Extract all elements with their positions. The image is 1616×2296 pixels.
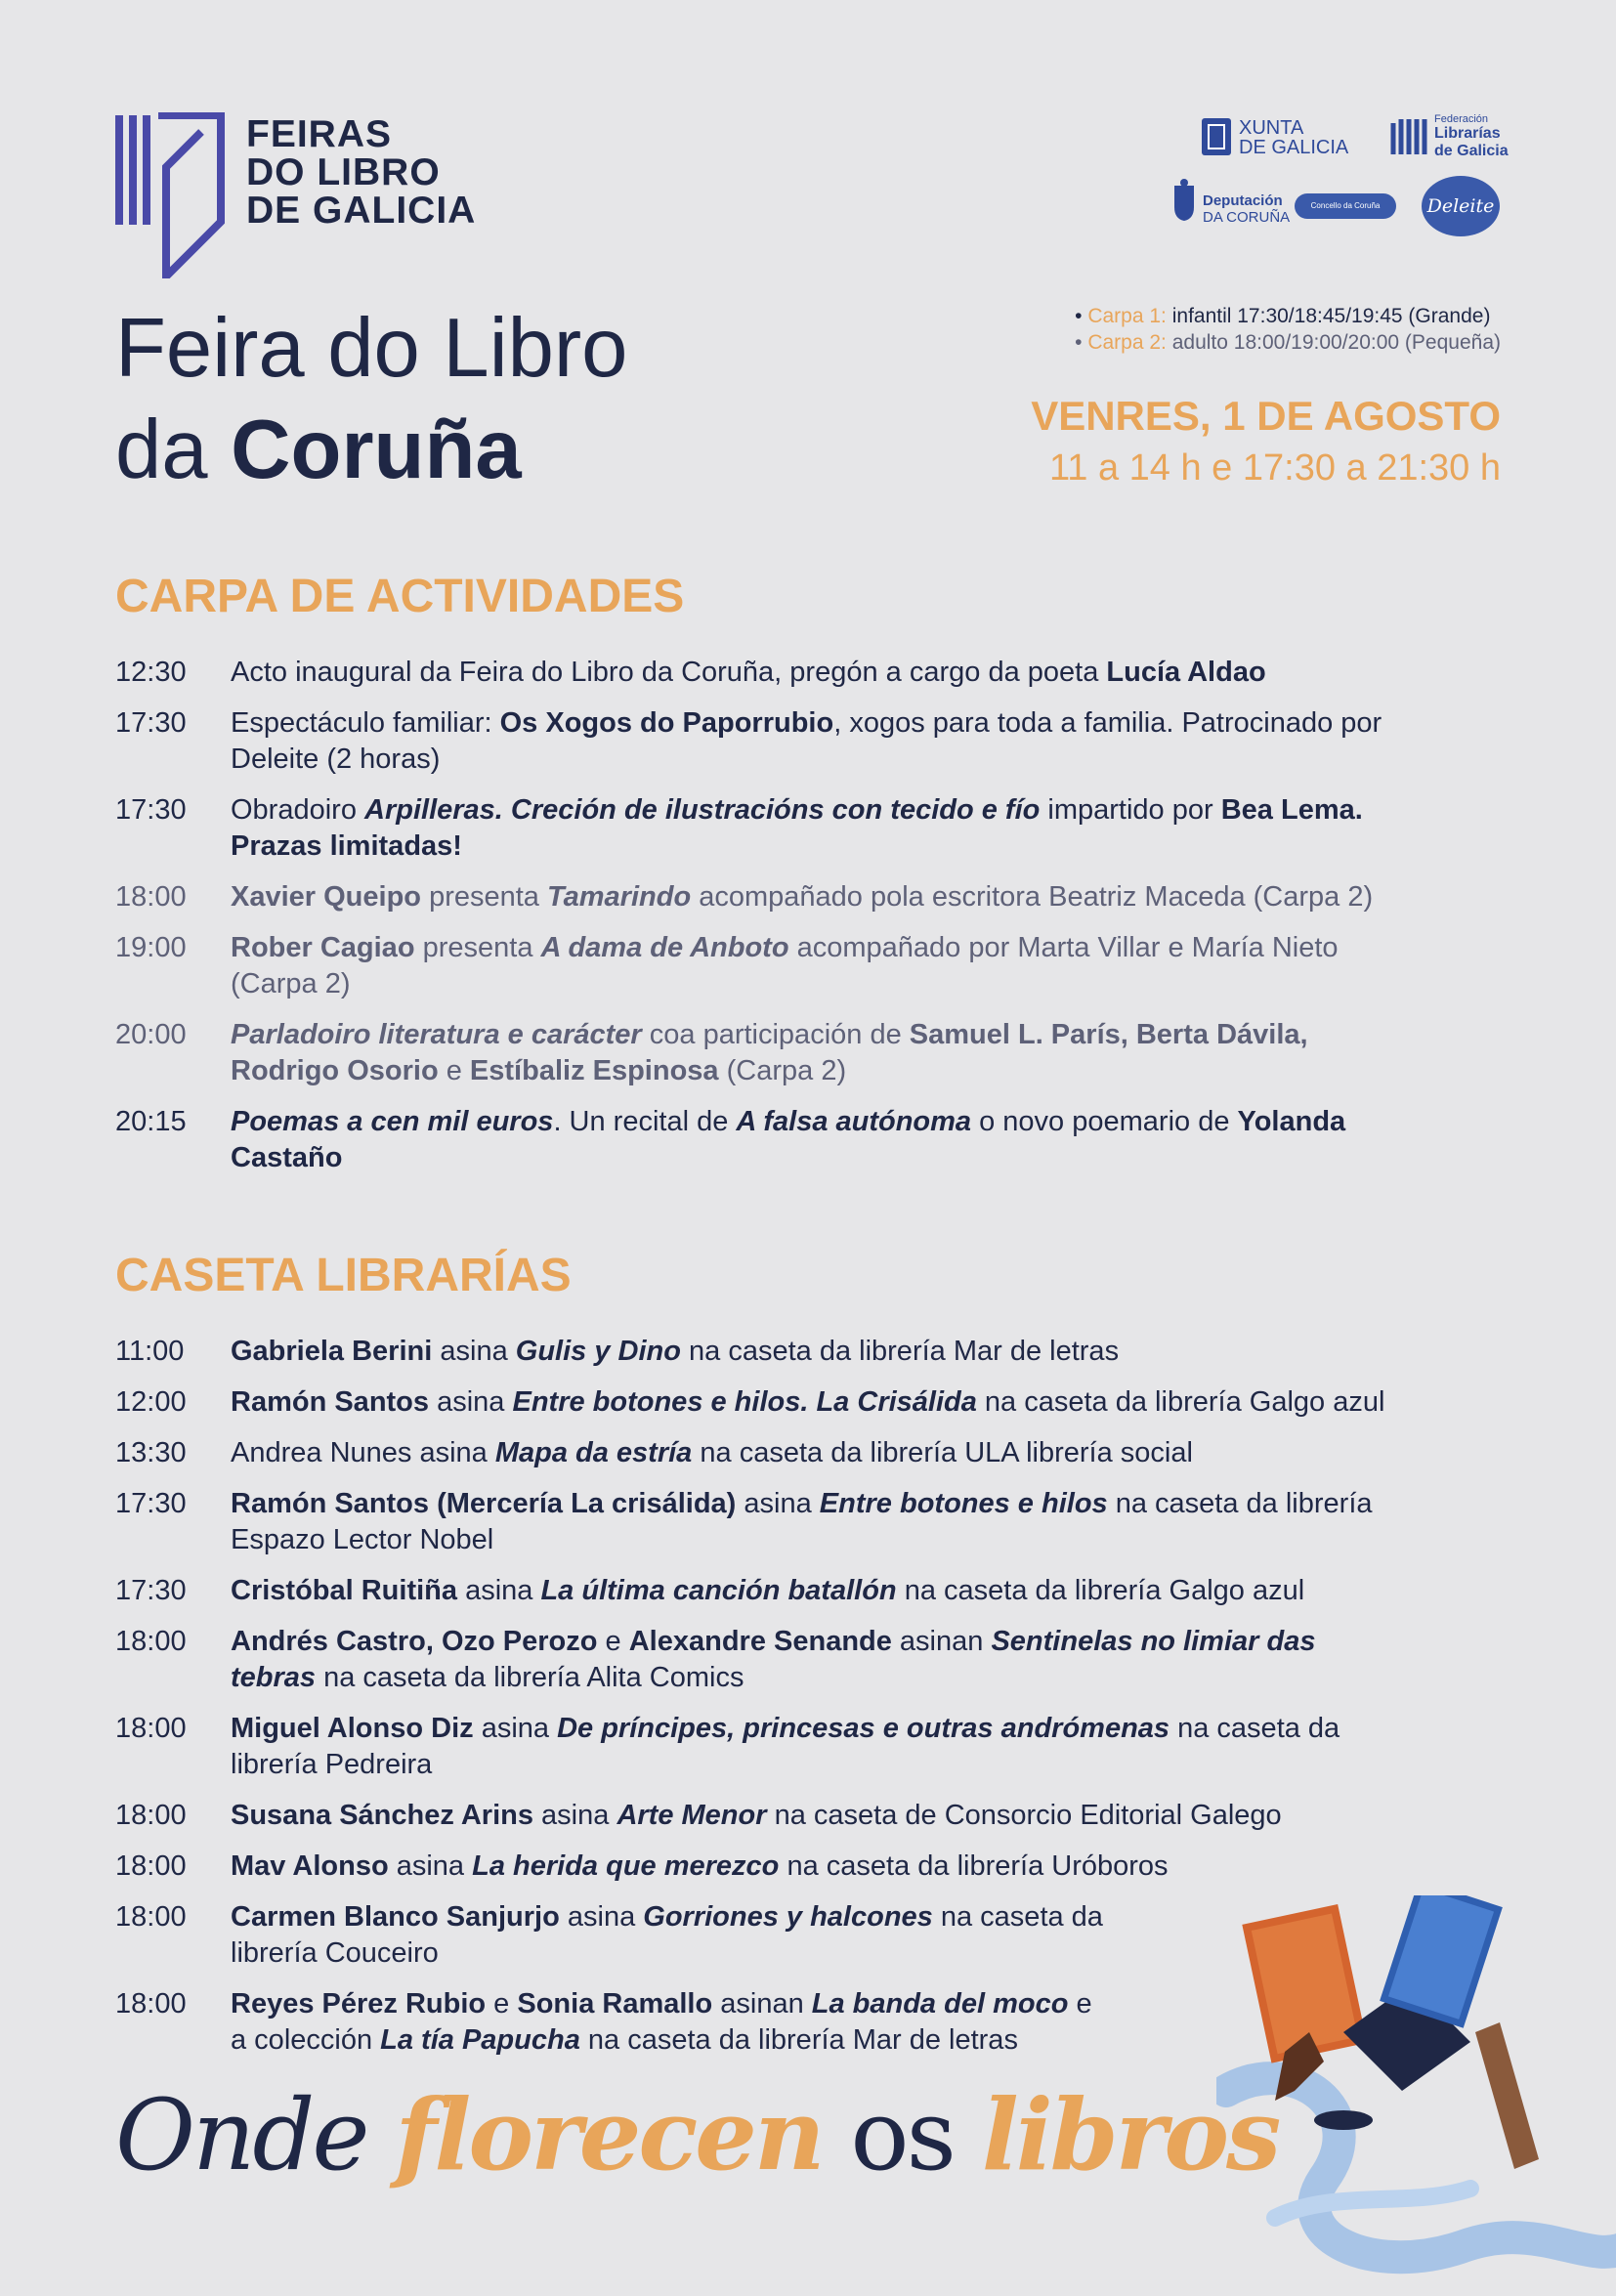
list-item: 11:00 Gabriela Berini asina Gulis y Dino na caseta da librería Mar de letras xyxy=(115,1336,1120,1367)
xunta-logo: XUNTA DE GALICIA xyxy=(1239,117,1349,158)
logo-line-1: FEIRAS xyxy=(246,113,393,155)
list-item: 17:30 Cristóbal Ruitiña asina La última canción batallón na caseta da librería Galgo azul xyxy=(115,1575,1305,1606)
logo-wordmark xyxy=(246,115,476,230)
page-title: Feira do Libro da Coruña xyxy=(115,302,628,496)
carpa-2: • Carpa 2: adulto 18:00/19:00/20:00 (Pequeña) xyxy=(1075,331,1501,354)
carpa-1: • Carpa 1: infantil 17:30/18:45/19:45 (Grande) xyxy=(1075,305,1491,327)
list-item: 18:00 Carmen Blanco Sanjurjo asina Gorriones y halcones na caseta da librería Couceiro xyxy=(115,1901,1103,1969)
deputacion-crest-icon xyxy=(1170,178,1198,223)
deleite-badge-icon: Deleite xyxy=(1422,176,1500,236)
list-item: 17:30 Espectáculo familiar: Os Xogos do Paporrubio, xogos para toda a familia. Patrocinado por Deleite (2 horas) xyxy=(115,707,1382,775)
list-item: 13:30 Andrea Nunes asina Mapa da estría na caseta da librería ULA librería social xyxy=(115,1437,1193,1468)
deputacion-logo: Deputación DA CORUÑA xyxy=(1203,192,1291,226)
list-item: 19:00 Rober Cagiao presenta A dama de Anboto acompañado por Marta Villar e María Nieto (Carpa 2) xyxy=(115,932,1339,999)
section-title-carpa: CARPA DE ACTIVIDADES xyxy=(115,571,685,622)
carpa-list xyxy=(115,655,1385,1191)
carpas-legend xyxy=(1075,303,1501,356)
list-item: 18:00 Mav Alonso asina La herida que merezco na caseta da librería Uróboros xyxy=(115,1850,1169,1882)
list-item: 18:00 Susana Sánchez Arins asina Arte Menor na caseta de Consorcio Editorial Galego xyxy=(115,1800,1282,1831)
books-hands-illustration xyxy=(1216,1895,1616,2296)
event-day: VENRES, 1 DE AGOSTO xyxy=(1031,393,1501,439)
list-item: 12:00 Ramón Santos asina Entre botones e hilos. La Crisálida na caseta da librería Galgo azul xyxy=(115,1386,1385,1418)
xunta-shield-icon xyxy=(1201,117,1232,156)
list-item: 18:00 Miguel Alonso Diz asina De príncipes, princesas e outras andrómenas na caseta da librería Pedreira xyxy=(115,1713,1340,1780)
list-item: 17:30 Obradoiro Arpilleras. Creción de ilustracións con tecido e fío impartido por Bea Lema. Prazas limitadas! xyxy=(115,794,1363,862)
list-item: 17:30 Ramón Santos (Mercería La crisálida) asina Entre botones e hilos na caseta da librería Espazo Lector Nobel xyxy=(115,1488,1373,1555)
list-item: 18:00 Reyes Pérez Rubio e Sonia Ramallo asinan La banda del moco e a colección La tía Papucha na caseta da librería Mar de letras xyxy=(115,1988,1092,2056)
slogan: Onde florecen os libros xyxy=(115,2077,1279,2192)
list-item: 12:30 Acto inaugural da Feira do Libro da Coruña, pregón a cargo da poeta Lucía Aldao xyxy=(115,657,1266,688)
logo-line-2: DO LIBRO xyxy=(246,151,441,193)
event-date xyxy=(1031,389,1501,492)
federacion-logo: Federación Librarías de Galicia xyxy=(1434,113,1509,159)
list-item: 20:15 Poemas a cen mil euros. Un recital de A falsa autónoma o novo poemario de Yolanda Castaño xyxy=(115,1106,1346,1173)
event-hours: 11 a 14 h e 17:30 a 21:30 h xyxy=(1048,447,1501,489)
caseta-list xyxy=(115,1334,1385,2073)
concello-logo: Concello da Coruña xyxy=(1295,193,1396,219)
list-item: 18:00 Andrés Castro, Ozo Perozo e Alexandre Senande asinan Sentinelas no limiar das tebras na caseta da librería Alita Comics xyxy=(115,1626,1316,1693)
logo-line-3: DE GALICIA xyxy=(246,190,477,232)
list-item: 18:00 Xavier Queipo presenta Tamarindo acompañado pola escritora Beatriz Maceda (Carpa 2) xyxy=(115,881,1374,913)
federacion-bars-icon xyxy=(1387,115,1428,156)
list-item: 20:00 Parladoiro literatura e carácter coa participación de Samuel L. París, Berta Dávila, Rodrigo Osorio e Estíbaliz Espinosa (Carpa 2) xyxy=(115,1019,1308,1086)
section-title-caseta: CASETA LIBRARÍAS xyxy=(115,1250,572,1301)
